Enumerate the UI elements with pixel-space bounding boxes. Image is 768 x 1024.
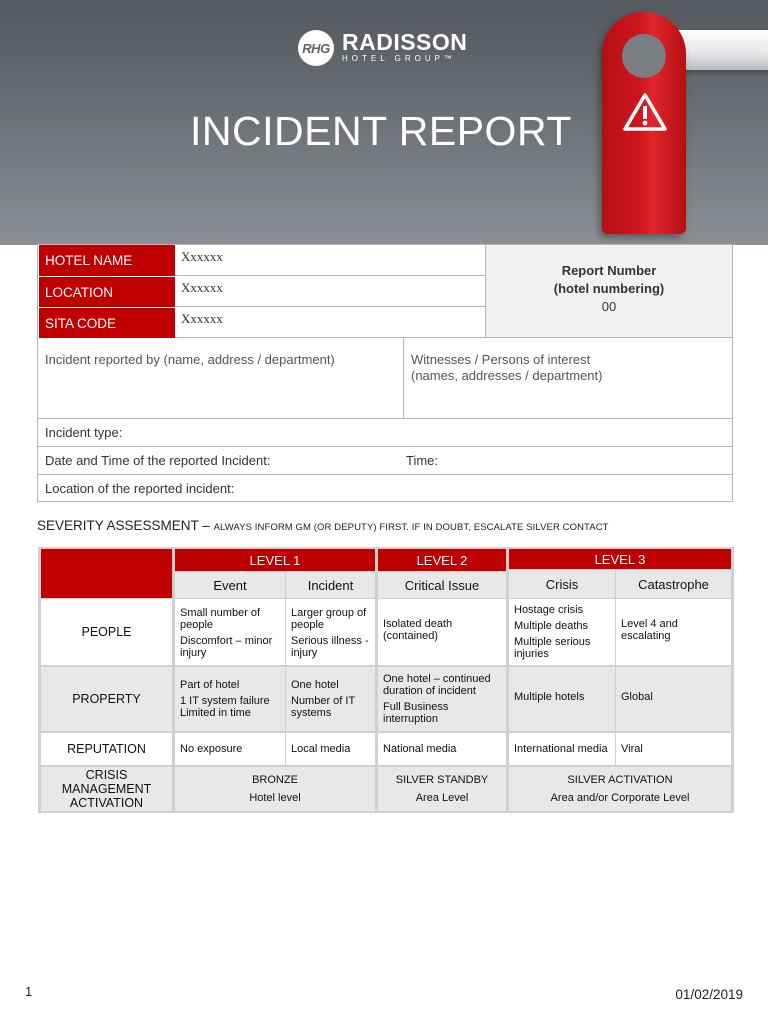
sita-code-label: SITA CODE: [39, 308, 175, 338]
time-label: Time:: [406, 453, 439, 468]
property-catastrophe-cell: [616, 667, 731, 731]
witnesses-label: Witnesses / Persons of interest: [411, 352, 591, 367]
location-label: LOCATION: [39, 277, 175, 307]
col-crisis: Crisis: [509, 570, 615, 598]
people-crisis-cell: [509, 599, 615, 665]
people-catastrophe-cell: [616, 599, 731, 665]
page-number: 1: [25, 984, 33, 999]
rhg-logo-mark: RHG: [298, 30, 334, 66]
location-field[interactable]: Xxxxxx: [175, 276, 486, 307]
reputation-incident-cell: Local media: [286, 733, 375, 765]
col-event: Event: [175, 572, 285, 598]
property-crisis-line1: Multiple hotels: [514, 691, 585, 703]
document-date: 01/02/2019: [675, 987, 743, 1002]
incident-type-field[interactable]: [38, 419, 732, 446]
severity-corner: [41, 549, 172, 598]
hotel-name-field[interactable]: Xxxxxx: [175, 245, 486, 276]
report-number-label: Report Number: [561, 263, 657, 278]
col-critical-issue: Critical Issue: [378, 572, 506, 598]
severity-heading-note: ALWAYS INFORM GM (OR DEPUTY) FIRST. IF IN DOUBT, ESCALATE SILVER CONTACT: [213, 522, 609, 533]
property-event-line2: 1 IT system failure Limited in time: [180, 695, 270, 719]
silver-standby-label: SILVER STANDBY: [395, 774, 489, 786]
level-1-header: LEVEL 1: [175, 549, 375, 571]
crisis-level2-cell: [378, 767, 506, 811]
crisis-level1-cell: [175, 767, 375, 811]
property-incident-cell: [286, 667, 375, 731]
incident-info-table: [37, 244, 733, 502]
brand-name: RADISSON: [342, 29, 468, 55]
row-people-label: PEOPLE: [41, 599, 172, 665]
reputation-event-cell: No exposure: [175, 733, 285, 765]
warning-icon: [622, 92, 668, 132]
people-crisis-line1: Hostage crisis: [514, 604, 584, 616]
people-incident-line2: Serious illness - injury: [291, 635, 369, 659]
property-incident-line2: Number of IT systems: [291, 695, 355, 719]
witnesses-field[interactable]: [404, 338, 732, 419]
property-critical-cell: [378, 667, 506, 731]
crisis-level3-cell: [509, 767, 731, 811]
property-crisis-cell: [509, 667, 615, 731]
location-reported-label: Location of the reported incident:: [45, 481, 235, 496]
reputation-crisis-cell: International media: [509, 733, 615, 765]
people-crisis-line2: Multiple deaths: [514, 620, 588, 632]
incident-type-label: Incident type:: [45, 425, 123, 440]
severity-heading-text: SEVERITY ASSESSMENT –: [37, 518, 214, 533]
sita-code-field[interactable]: Xxxxxx: [175, 307, 486, 338]
level-2-header: LEVEL 2: [378, 549, 506, 571]
witnesses-sublabel: (names, addresses / department): [411, 368, 603, 383]
property-catastrophe-line1: Global: [621, 691, 653, 703]
col-catastrophe: Catastrophe: [616, 570, 731, 598]
page-title: INCIDENT REPORT: [190, 108, 572, 154]
row-property-label: PROPERTY: [41, 667, 172, 731]
severity-heading: [37, 518, 609, 533]
area-level-label: Area Level: [415, 792, 469, 804]
people-critical-line1: Isolated death (contained): [383, 618, 453, 642]
reputation-catastrophe-cell: Viral: [616, 733, 731, 765]
row-crisis-management-label: CRISIS MANAGEMENT ACTIVATION: [41, 767, 172, 811]
property-critical-line1: One hotel – continued duration of incident: [383, 673, 491, 697]
people-event-line2: Discomfort – minor injury: [180, 635, 273, 659]
people-event-cell: [175, 599, 285, 665]
property-event-cell: [175, 667, 285, 731]
property-critical-line2: Full Business interruption: [383, 701, 449, 725]
report-number-sublabel: (hotel numbering): [553, 281, 665, 296]
bronze-label: BRONZE: [252, 774, 298, 786]
people-crisis-line3: Multiple serious injuries: [514, 636, 591, 660]
severity-table: [38, 547, 734, 813]
silver-activation-label: SILVER ACTIVATION: [567, 774, 673, 786]
col-incident: Incident: [286, 572, 375, 598]
date-time-label: Date and Time of the reported Incident:: [45, 453, 271, 468]
people-critical-cell: [378, 599, 506, 665]
radisson-logo: [298, 28, 467, 68]
people-incident-line1: Larger group of people: [291, 607, 367, 631]
people-incident-cell: [286, 599, 375, 665]
report-number-value: 00: [601, 299, 617, 314]
reported-by-label: Incident reported by (name, address / department): [45, 352, 335, 367]
hotel-level-label: Hotel level: [249, 792, 301, 804]
property-event-line1: Part of hotel: [180, 679, 240, 691]
report-number-box[interactable]: [486, 245, 732, 338]
level-3-header: LEVEL 3: [509, 549, 731, 569]
property-incident-line1: One hotel: [291, 679, 339, 691]
date-time-field[interactable]: [38, 447, 732, 474]
people-event-line1: Small number of people: [180, 607, 261, 631]
people-catastrophe-line1: Level 4 and escalating: [621, 618, 678, 642]
location-reported-field[interactable]: [38, 475, 732, 502]
corporate-level-label: Area and/or Corporate Level: [550, 792, 690, 804]
row-reputation-label: REPUTATION: [41, 733, 172, 765]
reported-by-field[interactable]: [38, 338, 404, 419]
header-banner: [0, 0, 768, 245]
brand-subtitle: HOTEL GROUP™: [342, 54, 456, 63]
reputation-critical-cell: National media: [378, 733, 506, 765]
hotel-name-label: HOTEL NAME: [39, 245, 175, 276]
